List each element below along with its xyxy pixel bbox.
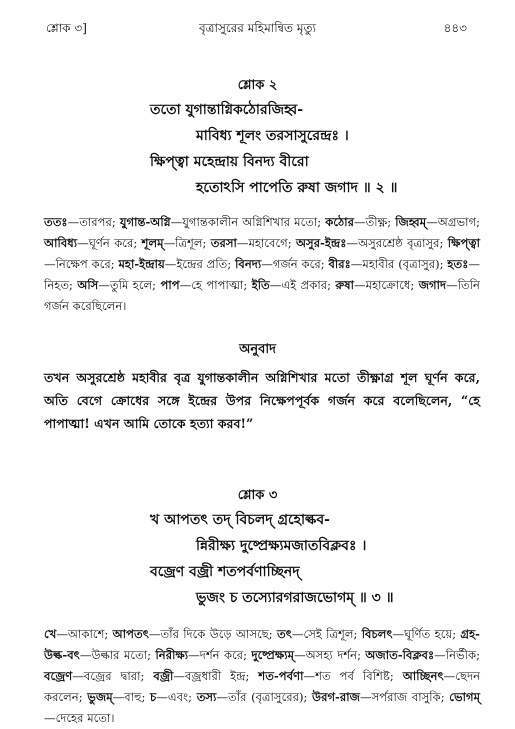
synonym-term: অসি: [77, 278, 99, 292]
synonym-term: যুগান্ত-অগ্নি: [119, 215, 171, 229]
page-header: [0, 20, 515, 40]
synonym-term: জিহ্বম্: [395, 215, 427, 229]
synonym-meaning: —যুগান্তকালীন অগ্নিশিখার মতো;: [170, 215, 326, 229]
synonym-term: ততঃ: [44, 215, 68, 229]
sloka-3-line-2: ন্নিরীক্ষ্য দুষ্প্রেক্ষ্যমজাতবিক্লবঃ ।: [196, 538, 367, 554]
synonym-meaning: —দেহের মতো।: [44, 711, 115, 725]
synonym-term: চ: [150, 690, 157, 704]
synonym-meaning: —তারপর;: [67, 215, 120, 229]
synonym-term: খে: [44, 627, 57, 641]
synonyms-3: [44, 624, 480, 729]
synonym-term: বীরঃ: [328, 257, 351, 271]
synonym-meaning: —তাঁর দিকে উড়ে আসছে;: [148, 627, 277, 641]
synonym-term: নিরীক্ষ্য: [155, 648, 189, 662]
synonym-term: বজ্রী: [153, 669, 174, 683]
sloka-3-title: শ্লোক ৩: [237, 488, 278, 503]
synonym-meaning: —হে পাপাত্মা;: [179, 278, 252, 292]
synonym-meaning: —ইন্দ্রের প্রতি;: [164, 257, 236, 271]
synonym-term: গ্রহ-উল্ক-বৎ: [44, 627, 480, 662]
synonym-meaning: —নিক্ষেপ করে;: [44, 257, 119, 271]
sloka-2-line-4: হতোঽসি পাপেতি রুষা জগাদ ॥ ২ ॥: [196, 180, 398, 196]
synonym-term: অজাত-বিক্লবঃ: [365, 648, 435, 662]
synonym-term: মহা-ইন্দ্রায়: [118, 257, 165, 271]
sloka-2-line-3: ক্ষিপ্ত্বা মহেন্দ্রায় বিনদ্য বীরো: [150, 154, 309, 170]
translation-2-text: তখন অসুরশ্রেষ্ঠ মহাবীর বৃত্র যুগান্তকালীন অগ্নিশিখার মতো তীক্ষ্ণাগ্র শূল ঘূর্ণন করে, অতি বেগে ক্রোধের সঙ্গে ইন্দ্রের উপর নিক্ষেপপূর্বক গর্জন করে বলেছিলেন, “হে পাপাত্মা! এখন আমি তোকে হত্যা করব!”: [44, 370, 480, 431]
synonym-meaning: —তুমি হলে;: [98, 278, 161, 292]
synonym-term: ইতি: [251, 278, 270, 292]
synonym-meaning: —মহাবীর (বৃত্রাসুর);: [350, 257, 448, 271]
page-number: ৪৪৩: [443, 21, 467, 35]
synonym-term: তস্য: [196, 690, 217, 704]
synonym-meaning: —সেই ত্রিশূল;: [291, 627, 362, 641]
synonym-term: ভোগম্: [449, 690, 481, 704]
sloka-3-line-1: খ আপতৎ তদ্ বিচলদ্ গ্রহোল্কব-: [150, 512, 330, 528]
synonym-meaning: —গর্জন করে;: [261, 257, 329, 271]
synonym-term: শত-পর্বণা: [258, 669, 304, 683]
synonym-meaning: —এবং;: [156, 690, 197, 704]
synonym-meaning: —সর্পরাজ বাসুকি;: [359, 690, 450, 704]
synonym-term: বজ্রেণ: [44, 669, 73, 683]
synonym-meaning: —অসহ্য দর্শন;: [294, 648, 366, 662]
sloka-3-line-4: ভুজং চ তস্যোরগরাজভোগম্ ॥ ৩ ॥: [196, 590, 394, 606]
sloka-2-line-2: মাবিধ্য শূলং তরসাসুরেন্দ্রঃ ।: [196, 128, 349, 144]
synonym-term: শূলম্: [141, 236, 164, 250]
synonym-meaning: —ঘূর্ণন করে;: [77, 236, 142, 250]
synonym-meaning: —মহাক্রোধে;: [354, 278, 419, 292]
synonym-meaning: —দর্শন করে;: [188, 648, 252, 662]
header-chapter-ref: শ্লোক ৩]: [46, 21, 87, 35]
synonym-term: বিচলৎ: [361, 627, 393, 641]
synonym-term: জগাদ: [418, 278, 447, 292]
synonym-meaning: —নির্ভীক;: [434, 648, 480, 662]
synonym-term: হতঃ: [447, 257, 469, 271]
synonym-meaning: —শত পর্ব বিশিষ্ট;: [303, 669, 403, 683]
synonym-meaning: —আকাশে;: [56, 627, 113, 641]
synonym-meaning: —তিনি গর্জন করেছিলেন।: [44, 278, 480, 313]
synonym-meaning: —তীক্ষ্ণ;: [354, 215, 396, 229]
synonym-meaning: —তাঁর (বৃত্রাসুরের);: [216, 690, 313, 704]
synonym-meaning: —অসুরশ্রেষ্ঠ বৃত্রাসুর;: [346, 236, 448, 250]
synonym-meaning: —অগ্রভাগ;: [426, 215, 481, 229]
synonym-term: ক্ষিপ্ত্বা: [447, 236, 480, 250]
synonym-meaning: —মহাবেগে;: [236, 236, 296, 250]
synonym-meaning: —এই প্রকার;: [269, 278, 336, 292]
synonym-term: আপতৎ: [112, 627, 149, 641]
synonym-term: তরসা: [210, 236, 237, 250]
synonym-meaning: —বাহু;: [112, 690, 151, 704]
synonym-term: কঠোর: [325, 215, 354, 229]
synonym-term: রুষা: [335, 278, 355, 292]
synonym-meaning: —উল্কার মতো;: [79, 648, 156, 662]
synonym-meaning: —বজ্রধারী ইন্দ্র;: [173, 669, 259, 683]
sloka-2-title: শ্লোক ২: [237, 78, 278, 93]
synonyms-2: [44, 212, 480, 317]
synonym-term: ভুজম্: [87, 690, 113, 704]
synonym-term: তৎ: [277, 627, 292, 641]
synonym-meaning: —বজ্রের দ্বারা;: [72, 669, 154, 683]
synonym-term: আবিধ্য: [44, 236, 78, 250]
sloka-2-line-1: ততো যুগান্তাগ্নিকঠোরজিহ্ব-: [150, 102, 304, 118]
synonym-meaning: —ত্রিশূল;: [163, 236, 211, 250]
synonym-term: পাপ: [160, 278, 180, 292]
synonym-term: আচ্ছিনৎ: [402, 669, 444, 683]
header-title: বৃত্রাসুরের মহিমান্বিত মৃত্যু: [198, 21, 317, 35]
synonym-meaning: —নিহত;: [44, 257, 480, 292]
synonym-meaning: —ছেদন করলেন;: [44, 669, 480, 704]
synonym-term: উরগ-রাজ: [312, 690, 360, 704]
synonym-term: অসুর-ইন্দ্রঃ: [296, 236, 347, 250]
synonym-term: বিনদ্য: [235, 257, 262, 271]
sloka-3-line-3: বজ্রেণ বজ্রী শতপর্বণাচ্ছিনদ্: [150, 564, 300, 580]
translation-2-title: অনুবাদ: [239, 342, 276, 357]
synonym-term: দুষ্প্রেক্ষ্যম্: [251, 648, 295, 662]
synonym-meaning: —ঘূর্ণিত হয়ে;: [392, 627, 461, 641]
